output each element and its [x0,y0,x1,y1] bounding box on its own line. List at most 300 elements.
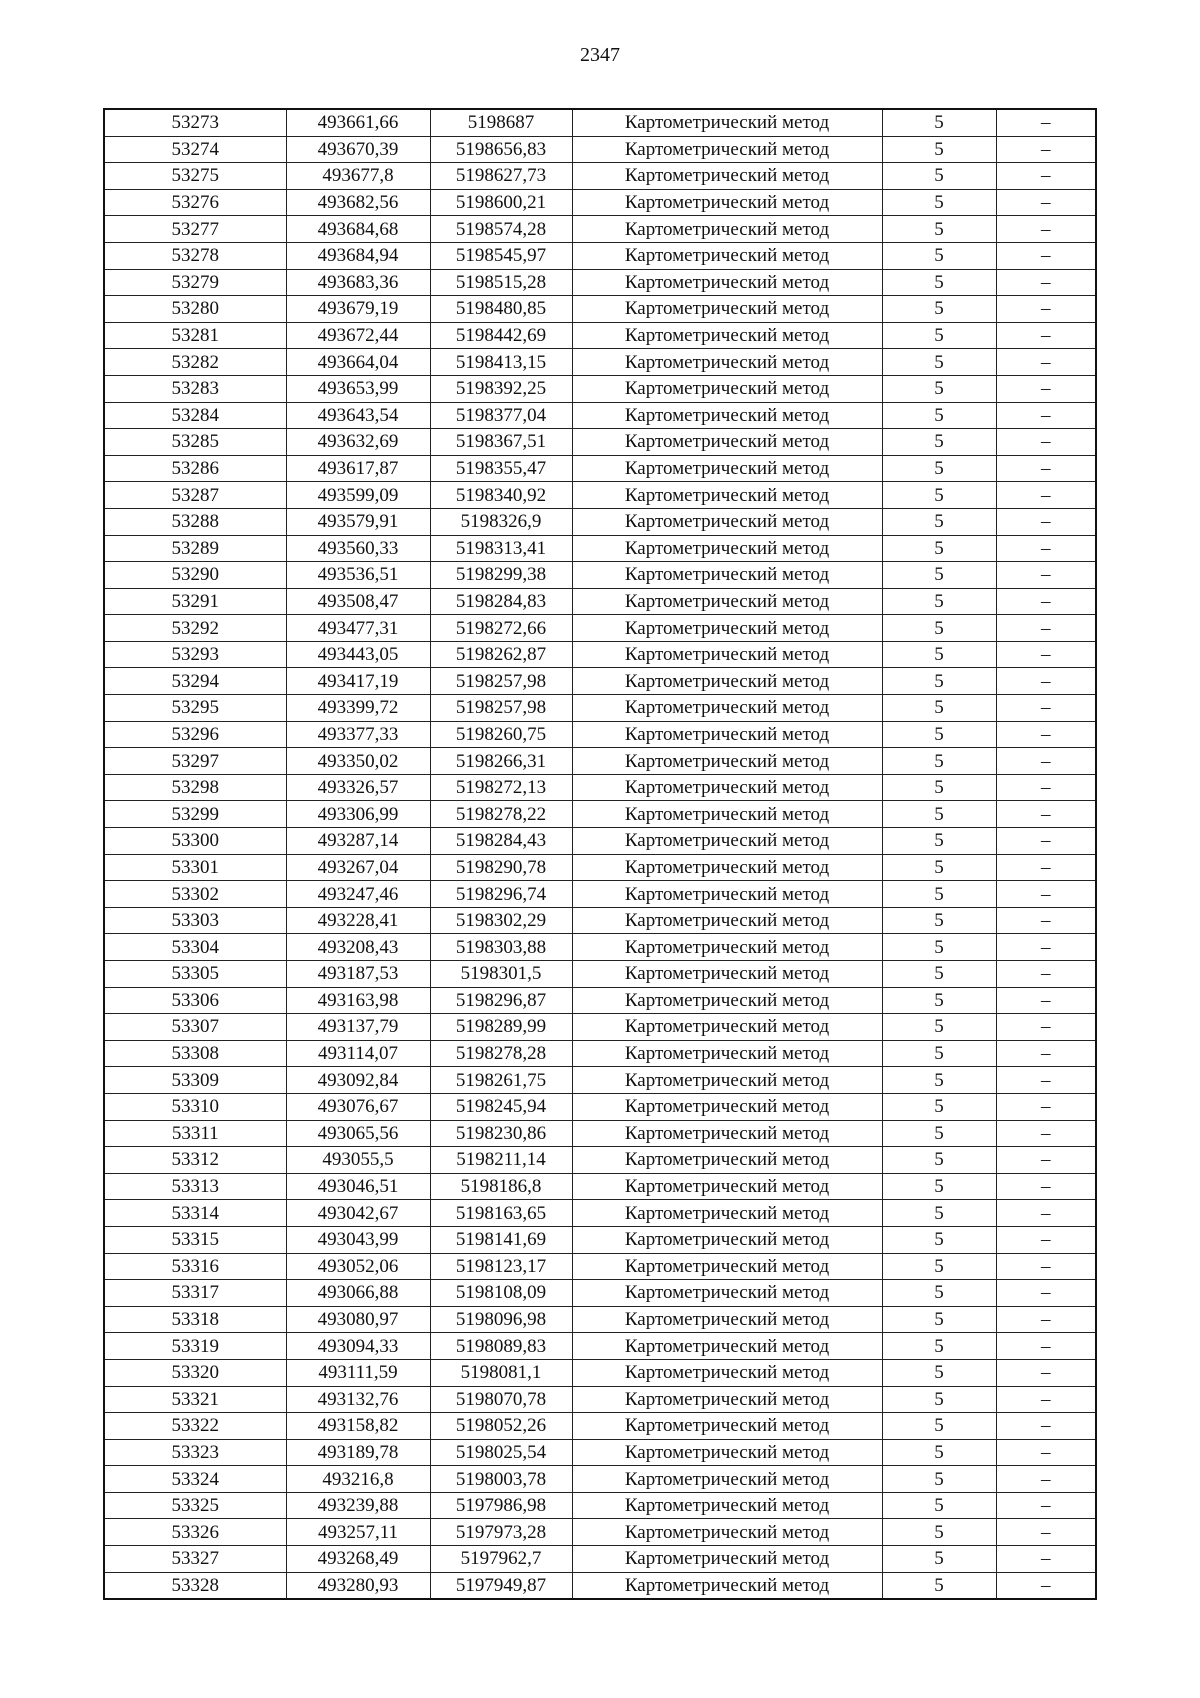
method-cell: Картометрический метод [572,1439,882,1466]
accuracy-cell: 5 [882,668,996,695]
note-cell: – [996,721,1096,748]
point-number-cell: 53295 [104,695,286,722]
table-row [104,828,1096,855]
note-cell: – [996,1386,1096,1413]
note-cell: – [996,748,1096,775]
x-coordinate-cell: 493076,67 [286,1093,430,1120]
x-coordinate-cell: 493536,51 [286,562,430,589]
point-number-cell: 53312 [104,1147,286,1174]
x-coordinate-cell: 493643,54 [286,402,430,429]
x-coordinate-cell: 493187,53 [286,961,430,988]
point-number-cell: 53299 [104,801,286,828]
table-row [104,508,1096,535]
method-cell: Картометрический метод [572,269,882,296]
point-number-cell: 53274 [104,136,286,163]
point-number-cell: 53304 [104,934,286,961]
method-cell: Картометрический метод [572,721,882,748]
method-cell: Картометрический метод [572,987,882,1014]
accuracy-cell: 5 [882,721,996,748]
y-coordinate-cell: 5198081,1 [430,1359,572,1386]
point-number-cell: 53290 [104,562,286,589]
note-cell: – [996,109,1096,136]
x-coordinate-cell: 493092,84 [286,1067,430,1094]
x-coordinate-cell: 493043,99 [286,1226,430,1253]
point-number-cell: 53328 [104,1572,286,1599]
x-coordinate-cell: 493684,68 [286,216,430,243]
note-cell: – [996,1413,1096,1440]
method-cell: Картометрический метод [572,136,882,163]
y-coordinate-cell: 5198025,54 [430,1439,572,1466]
y-coordinate-cell: 5198108,09 [430,1280,572,1307]
note-cell: – [996,1439,1096,1466]
accuracy-cell: 5 [882,1120,996,1147]
accuracy-cell: 5 [882,1466,996,1493]
method-cell: Картометрический метод [572,375,882,402]
table-row [104,1280,1096,1307]
table-row [104,429,1096,456]
y-coordinate-cell: 5198515,28 [430,269,572,296]
point-number-cell: 53297 [104,748,286,775]
note-cell: – [996,1147,1096,1174]
point-number-cell: 53275 [104,163,286,190]
table-row [104,1226,1096,1253]
table-row [104,774,1096,801]
accuracy-cell: 5 [882,615,996,642]
accuracy-cell: 5 [882,1173,996,1200]
method-cell: Картометрический метод [572,1546,882,1573]
point-number-cell: 53325 [104,1492,286,1519]
method-cell: Картометрический метод [572,641,882,668]
accuracy-cell: 5 [882,695,996,722]
point-number-cell: 53319 [104,1333,286,1360]
point-number-cell: 53285 [104,429,286,456]
accuracy-cell: 5 [882,242,996,269]
point-number-cell: 53301 [104,854,286,881]
note-cell: – [996,136,1096,163]
method-cell: Картометрический метод [572,296,882,323]
method-cell: Картометрический метод [572,163,882,190]
table-row [104,748,1096,775]
table-row [104,1200,1096,1227]
point-number-cell: 53298 [104,774,286,801]
note-cell: – [996,508,1096,535]
note-cell: – [996,1359,1096,1386]
table-row [104,1572,1096,1599]
accuracy-cell: 5 [882,1413,996,1440]
x-coordinate-cell: 493065,56 [286,1120,430,1147]
point-number-cell: 53291 [104,588,286,615]
method-cell: Картометрический метод [572,535,882,562]
note-cell: – [996,322,1096,349]
accuracy-cell: 5 [882,136,996,163]
point-number-cell: 53282 [104,349,286,376]
table-row [104,1333,1096,1360]
y-coordinate-cell: 5198413,15 [430,349,572,376]
note-cell: – [996,907,1096,934]
point-number-cell: 53318 [104,1306,286,1333]
note-cell: – [996,1014,1096,1041]
y-coordinate-cell: 5197973,28 [430,1519,572,1546]
table-row [104,1014,1096,1041]
y-coordinate-cell: 5198186,8 [430,1173,572,1200]
note-cell: – [996,402,1096,429]
x-coordinate-cell: 493599,09 [286,482,430,509]
x-coordinate-cell: 493377,33 [286,721,430,748]
point-number-cell: 53314 [104,1200,286,1227]
accuracy-cell: 5 [882,562,996,589]
point-number-cell: 53300 [104,828,286,855]
accuracy-cell: 5 [882,801,996,828]
table-row [104,1439,1096,1466]
y-coordinate-cell: 5198211,14 [430,1147,572,1174]
x-coordinate-cell: 493055,5 [286,1147,430,1174]
note-cell: – [996,216,1096,243]
accuracy-cell: 5 [882,1067,996,1094]
accuracy-cell: 5 [882,109,996,136]
method-cell: Картометрический метод [572,854,882,881]
point-number-cell: 53315 [104,1226,286,1253]
note-cell: – [996,1067,1096,1094]
accuracy-cell: 5 [882,1386,996,1413]
coordinates-table [103,108,1097,1600]
point-number-cell: 53306 [104,987,286,1014]
method-cell: Картометрический метод [572,1492,882,1519]
table-row [104,1359,1096,1386]
method-cell: Картометрический метод [572,1333,882,1360]
table-row [104,721,1096,748]
note-cell: – [996,1519,1096,1546]
table-row [104,562,1096,589]
table-row [104,934,1096,961]
accuracy-cell: 5 [882,1519,996,1546]
accuracy-cell: 5 [882,402,996,429]
method-cell: Картометрический метод [572,189,882,216]
method-cell: Картометрический метод [572,961,882,988]
note-cell: – [996,1572,1096,1599]
point-number-cell: 53327 [104,1546,286,1573]
accuracy-cell: 5 [882,934,996,961]
x-coordinate-cell: 493257,11 [286,1519,430,1546]
accuracy-cell: 5 [882,1333,996,1360]
y-coordinate-cell: 5198278,22 [430,801,572,828]
method-cell: Картометрический метод [572,695,882,722]
table-row [104,349,1096,376]
table-row [104,695,1096,722]
y-coordinate-cell: 5198289,99 [430,1014,572,1041]
point-number-cell: 53321 [104,1386,286,1413]
method-cell: Картометрический метод [572,828,882,855]
y-coordinate-cell: 5198003,78 [430,1466,572,1493]
table-row [104,402,1096,429]
accuracy-cell: 5 [882,641,996,668]
note-cell: – [996,296,1096,323]
accuracy-cell: 5 [882,854,996,881]
note-cell: – [996,349,1096,376]
method-cell: Картометрический метод [572,1200,882,1227]
page-number: 2347 [580,44,620,66]
note-cell: – [996,615,1096,642]
table-row [104,1120,1096,1147]
table-row [104,961,1096,988]
y-coordinate-cell: 5198272,66 [430,615,572,642]
table-row [104,1067,1096,1094]
x-coordinate-cell: 493046,51 [286,1173,430,1200]
y-coordinate-cell: 5198574,28 [430,216,572,243]
y-coordinate-cell: 5198313,41 [430,535,572,562]
x-coordinate-cell: 493560,33 [286,535,430,562]
x-coordinate-cell: 493326,57 [286,774,430,801]
note-cell: – [996,455,1096,482]
accuracy-cell: 5 [882,1572,996,1599]
table-row [104,881,1096,908]
table-row [104,216,1096,243]
x-coordinate-cell: 493052,06 [286,1253,430,1280]
x-coordinate-cell: 493632,69 [286,429,430,456]
note-cell: – [996,1280,1096,1307]
method-cell: Картометрический метод [572,615,882,642]
point-number-cell: 53283 [104,375,286,402]
point-number-cell: 53308 [104,1040,286,1067]
table-row [104,136,1096,163]
x-coordinate-cell: 493399,72 [286,695,430,722]
method-cell: Картометрический метод [572,1306,882,1333]
method-cell: Картометрический метод [572,1519,882,1546]
y-coordinate-cell: 5198266,31 [430,748,572,775]
accuracy-cell: 5 [882,216,996,243]
y-coordinate-cell: 5198284,83 [430,588,572,615]
accuracy-cell: 5 [882,163,996,190]
method-cell: Картометрический метод [572,1386,882,1413]
accuracy-cell: 5 [882,375,996,402]
method-cell: Картометрический метод [572,1014,882,1041]
table-row [104,1386,1096,1413]
y-coordinate-cell: 5198261,75 [430,1067,572,1094]
accuracy-cell: 5 [882,1253,996,1280]
note-cell: – [996,1492,1096,1519]
y-coordinate-cell: 5198052,26 [430,1413,572,1440]
x-coordinate-cell: 493137,79 [286,1014,430,1041]
point-number-cell: 53287 [104,482,286,509]
method-cell: Картометрический метод [572,774,882,801]
point-number-cell: 53296 [104,721,286,748]
note-cell: – [996,269,1096,296]
note-cell: – [996,1040,1096,1067]
y-coordinate-cell: 5197962,7 [430,1546,572,1573]
point-number-cell: 53323 [104,1439,286,1466]
y-coordinate-cell: 5198260,75 [430,721,572,748]
point-number-cell: 53277 [104,216,286,243]
point-number-cell: 53311 [104,1120,286,1147]
method-cell: Картометрический метод [572,455,882,482]
note-cell: – [996,1253,1096,1280]
note-cell: – [996,1173,1096,1200]
point-number-cell: 53289 [104,535,286,562]
note-cell: – [996,429,1096,456]
accuracy-cell: 5 [882,987,996,1014]
x-coordinate-cell: 493114,07 [286,1040,430,1067]
note-cell: – [996,961,1096,988]
x-coordinate-cell: 493653,99 [286,375,430,402]
x-coordinate-cell: 493683,36 [286,269,430,296]
note-cell: – [996,535,1096,562]
y-coordinate-cell: 5198257,98 [430,695,572,722]
method-cell: Картометрический метод [572,322,882,349]
method-cell: Картометрический метод [572,668,882,695]
accuracy-cell: 5 [882,1439,996,1466]
y-coordinate-cell: 5198089,83 [430,1333,572,1360]
note-cell: – [996,854,1096,881]
x-coordinate-cell: 493158,82 [286,1413,430,1440]
accuracy-cell: 5 [882,429,996,456]
table-row [104,535,1096,562]
table-row [104,854,1096,881]
method-cell: Картометрический метод [572,508,882,535]
y-coordinate-cell: 5198302,29 [430,907,572,934]
table-row [104,1546,1096,1573]
table-row [104,668,1096,695]
accuracy-cell: 5 [882,907,996,934]
accuracy-cell: 5 [882,961,996,988]
method-cell: Картометрический метод [572,801,882,828]
y-coordinate-cell: 5198340,92 [430,482,572,509]
point-number-cell: 53276 [104,189,286,216]
y-coordinate-cell: 5198600,21 [430,189,572,216]
y-coordinate-cell: 5198257,98 [430,668,572,695]
note-cell: – [996,1306,1096,1333]
note-cell: – [996,828,1096,855]
note-cell: – [996,695,1096,722]
y-coordinate-cell: 5198480,85 [430,296,572,323]
table-row [104,615,1096,642]
y-coordinate-cell: 5198245,94 [430,1093,572,1120]
x-coordinate-cell: 493080,97 [286,1306,430,1333]
table-row [104,242,1096,269]
table-row [104,588,1096,615]
point-number-cell: 53292 [104,615,286,642]
x-coordinate-cell: 493247,46 [286,881,430,908]
table-row [104,1466,1096,1493]
y-coordinate-cell: 5198545,97 [430,242,572,269]
table-row [104,1413,1096,1440]
method-cell: Картометрический метод [572,349,882,376]
x-coordinate-cell: 493066,88 [286,1280,430,1307]
note-cell: – [996,668,1096,695]
table-row [104,1519,1096,1546]
point-number-cell: 53309 [104,1067,286,1094]
y-coordinate-cell: 5198096,98 [430,1306,572,1333]
y-coordinate-cell: 5198296,74 [430,881,572,908]
method-cell: Картометрический метод [572,1413,882,1440]
x-coordinate-cell: 493306,99 [286,801,430,828]
note-cell: – [996,375,1096,402]
point-number-cell: 53281 [104,322,286,349]
note-cell: – [996,242,1096,269]
note-cell: – [996,588,1096,615]
y-coordinate-cell: 5197949,87 [430,1572,572,1599]
x-coordinate-cell: 493228,41 [286,907,430,934]
table-row [104,163,1096,190]
x-coordinate-cell: 493661,66 [286,109,430,136]
note-cell: – [996,1546,1096,1573]
note-cell: – [996,801,1096,828]
point-number-cell: 53284 [104,402,286,429]
note-cell: – [996,163,1096,190]
y-coordinate-cell: 5197986,98 [430,1492,572,1519]
table-row [104,907,1096,934]
x-coordinate-cell: 493579,91 [286,508,430,535]
note-cell: – [996,881,1096,908]
x-coordinate-cell: 493208,43 [286,934,430,961]
x-coordinate-cell: 493268,49 [286,1546,430,1573]
accuracy-cell: 5 [882,1280,996,1307]
table-row [104,322,1096,349]
point-number-cell: 53294 [104,668,286,695]
note-cell: – [996,1466,1096,1493]
accuracy-cell: 5 [882,881,996,908]
note-cell: – [996,1200,1096,1227]
method-cell: Картометрический метод [572,1093,882,1120]
x-coordinate-cell: 493239,88 [286,1492,430,1519]
x-coordinate-cell: 493094,33 [286,1333,430,1360]
accuracy-cell: 5 [882,774,996,801]
y-coordinate-cell: 5198123,17 [430,1253,572,1280]
point-number-cell: 53326 [104,1519,286,1546]
x-coordinate-cell: 493664,04 [286,349,430,376]
accuracy-cell: 5 [882,1200,996,1227]
accuracy-cell: 5 [882,1093,996,1120]
note-cell: – [996,987,1096,1014]
x-coordinate-cell: 493216,8 [286,1466,430,1493]
point-number-cell: 53305 [104,961,286,988]
x-coordinate-cell: 493682,56 [286,189,430,216]
point-number-cell: 53302 [104,881,286,908]
y-coordinate-cell: 5198296,87 [430,987,572,1014]
method-cell: Картометрический метод [572,748,882,775]
method-cell: Картометрический метод [572,1040,882,1067]
accuracy-cell: 5 [882,296,996,323]
y-coordinate-cell: 5198141,69 [430,1226,572,1253]
table-row [104,801,1096,828]
method-cell: Картометрический метод [572,482,882,509]
method-cell: Картометрический метод [572,562,882,589]
method-cell: Картометрический метод [572,242,882,269]
note-cell: – [996,482,1096,509]
table-row [104,269,1096,296]
point-number-cell: 53286 [104,455,286,482]
point-number-cell: 53280 [104,296,286,323]
table-row [104,1173,1096,1200]
note-cell: – [996,1333,1096,1360]
table-row [104,296,1096,323]
accuracy-cell: 5 [882,1040,996,1067]
x-coordinate-cell: 493417,19 [286,668,430,695]
accuracy-cell: 5 [882,455,996,482]
table-row [104,1492,1096,1519]
table-row [104,1040,1096,1067]
method-cell: Картометрический метод [572,1253,882,1280]
point-number-cell: 53293 [104,641,286,668]
point-number-cell: 53303 [104,907,286,934]
accuracy-cell: 5 [882,1546,996,1573]
x-coordinate-cell: 493280,93 [286,1572,430,1599]
method-cell: Картометрический метод [572,1280,882,1307]
x-coordinate-cell: 493672,44 [286,322,430,349]
table-row [104,1093,1096,1120]
method-cell: Картометрический метод [572,1147,882,1174]
method-cell: Картометрический метод [572,1466,882,1493]
y-coordinate-cell: 5198284,43 [430,828,572,855]
y-coordinate-cell: 5198290,78 [430,854,572,881]
